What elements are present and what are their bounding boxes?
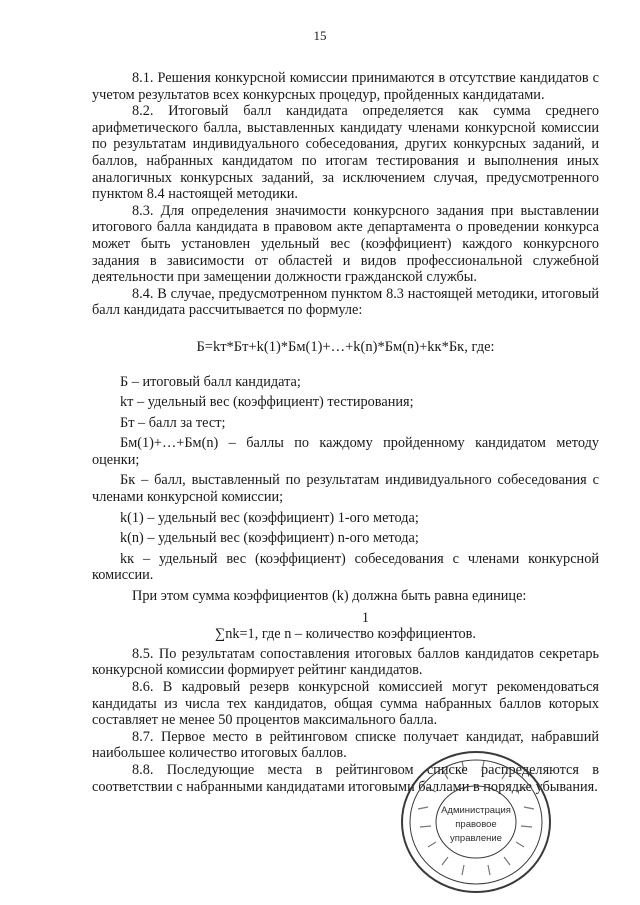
paragraph-8-6: 8.6. В кадровый резерв конкурсной комиссией могут рекомендоваться кандидаты из числа тех кандидатов, общая сумма набранных баллов которых составляет не менее 50 процентов максимального балла. bbox=[92, 679, 599, 729]
definitions-list bbox=[92, 374, 599, 585]
official-stamp bbox=[398, 747, 554, 897]
paragraph-8-7: 8.7. Первое место в рейтинговом списке получает кандидат, набравший наибольшее количество итоговых баллов. bbox=[92, 728, 599, 762]
paragraph-8-1: 8.1. Решения конкурсной комиссии принимаются в отсутствие кандидатов с учетом результатов всех конкурсных процедур, пройденных кандидатами. bbox=[92, 70, 599, 103]
document-body bbox=[92, 70, 599, 795]
paragraph-8-5: 8.5. По результатам сопоставления итоговых баллов кандидатов секретарь конкурсной комиссии формирует рейтинг кандидатов. bbox=[92, 645, 599, 679]
stamp-text-line: правовое bbox=[455, 819, 497, 830]
sum-intro: При этом сумма коэффициентов (k) должна быть равна единице: bbox=[132, 588, 527, 605]
paragraph-8-2: 8.2. Итоговый балл кандидата определяется как сумма среднего арифметического балла, выставленных кандидату членами конкурсной комиссии по результатам индивидуального собеседования, других конкурсных заданий, и баллов, набранных кандидатом по итогам тестирования и выполнения иных аналогичных конкурсных заданий, за исключением случая, предусмотренного пунктом 8.4 настоящей методики. bbox=[92, 103, 599, 203]
paragraph-8-4: 8.4. В случае, предусмотренном пунктом 8.3 настоящей методики, итоговый балл кандидата рассчитывается по формуле: bbox=[92, 285, 599, 319]
page-number: 15 bbox=[313, 28, 327, 43]
definition-item: Бт – балл за тест; bbox=[120, 414, 226, 431]
stamp-text-line: Администрация bbox=[441, 805, 511, 816]
definition-item: Бм(1)+…+Бм(n) – баллы по каждому пройденному кандидатом методу оценки; bbox=[92, 435, 599, 468]
sum-formula: ∑nk=1, где n – количество коэффициентов. bbox=[215, 626, 476, 643]
definition-item: Б – итоговый балл кандидата; bbox=[120, 373, 301, 390]
definition-item: kт – удельный вес (коэффициент) тестирования; bbox=[120, 394, 414, 411]
formula: Б=kт*Бт+k(1)*Бм(1)+…+k(n)*Бм(n)+kк*Бк, где: bbox=[196, 338, 495, 355]
paragraph-8-3: 8.3. Для определения значимости конкурсного задания при выставлении итогового балла кандидата в правовом акте департамента о проведении конкурса может быть установлен удельный вес (коэффициент) каждого конкурсного задания в зависимости от областей и видов профессиональной служебной деятельности при замещении должности гражданской службы. bbox=[92, 202, 599, 286]
definition-item: Бк – балл, выставленный по результатам индивидуального собеседования с членами конкурсной комиссии; bbox=[92, 472, 599, 506]
paragraph-8-8: 8.8. Последующие места в рейтинговом списке распределяются в соответствии с набранными кандидатами итоговыми баллами в порядке убывания. bbox=[92, 761, 599, 795]
definition-item: kк – удельный вес (коэффициент) собеседования с членами конкурсной комиссии. bbox=[92, 550, 599, 584]
definition-item: k(n) – удельный вес (коэффициент) n-ого метода; bbox=[120, 530, 419, 547]
sum-superscript: 1 bbox=[361, 609, 370, 626]
definition-item: k(1) – удельный вес (коэффициент) 1-ого метода; bbox=[120, 509, 419, 526]
stamp-text-line: управление bbox=[450, 833, 502, 844]
